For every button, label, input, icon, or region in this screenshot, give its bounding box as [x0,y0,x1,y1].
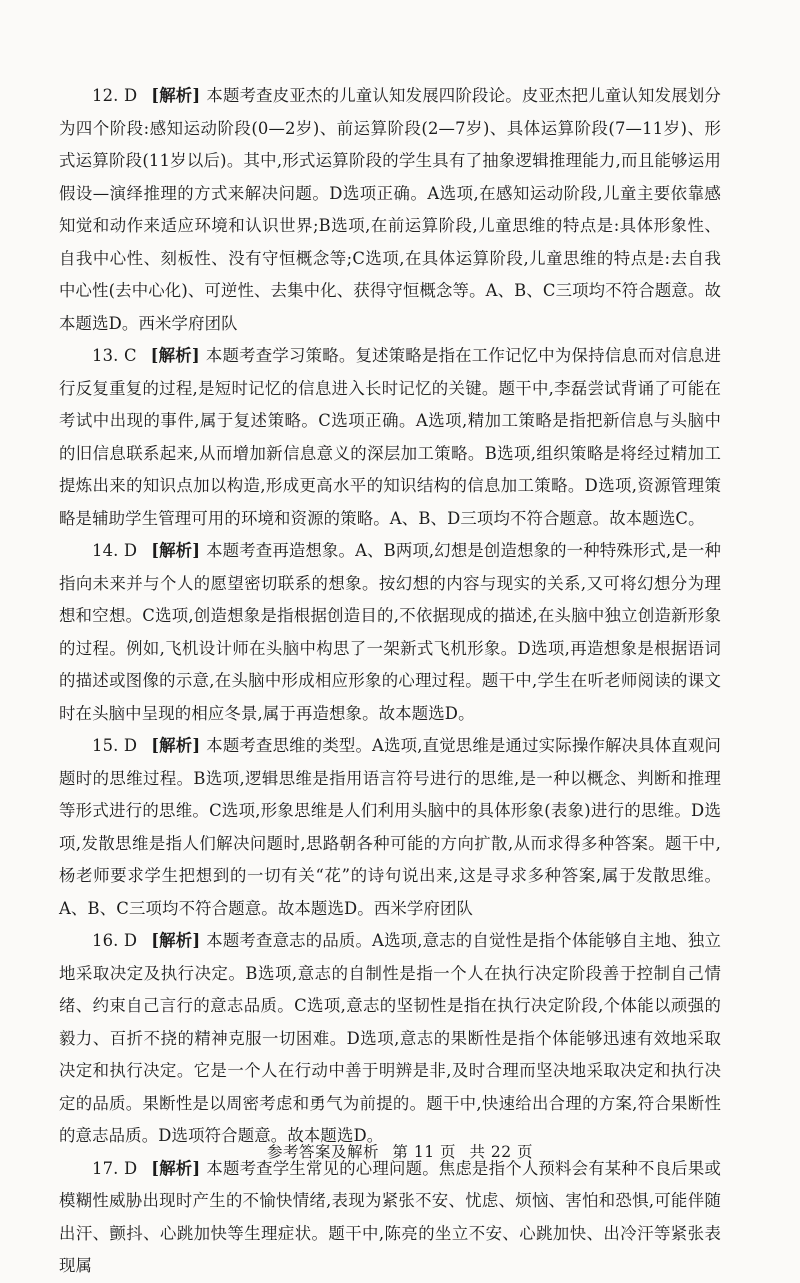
answer-text: 本题考查学习策略。复述策略是指在工作记忆中为保持信息而对信息进行反复重复的过程,是短时记忆的信息进入长时记忆的关键。题干中,李磊尝试背诵了可能在考试中出现的事件,属于复述策略。C选项正确。A选项,精加工策略是指把新信息与头脑中的旧信息联系起来,从而增加新信息意义的深层加工策略。B选项,组织策略是将经过精加工提炼出来的知识点加以构造,形成更高水平的知识结构的信息加工策略。D选项,资源管理策略是辅助学生管理可用的环境和资源的策略。A、B、D三项均不符合题意。故本题选C。 [59,346,721,528]
answer-text: 本题考查意志的品质。A选项,意志的自觉性是指个体能够自主地、独立地采取决定及执行决定。B选项,意志的自制性是指一个人在执行决定阶段善于控制自己情绪、约束自己言行的意志品质。C选项,意志的坚韧性是指在执行决定阶段,个体能以顽强的毅力、百折不挠的精神克服一切困难。D选项,意志的果断性是指个体能够迅速有效地采取决定和执行决定。它是一个人在行动中善于明辨是非,及时合理而坚决地采取决定和执行决定的品质。果断性是以周密考虑和勇气为前提的。题干中,快速给出合理的方案,符合果断性的意志品质。D选项符合题意。故本题选D。 [59,931,721,1145]
footer-page-number: 第 11 页 [392,1143,456,1161]
answer-12 [59,80,721,340]
answer-13 [59,340,721,535]
answer-text: 本题考查学生常见的心理问题。焦虑是指个人预料会有某种不良后果或模糊性威胁出现时产生的不愉快情绪,表现为紧张不安、忧虑、烦恼、害怕和恐惧,可能伴随出汗、颤抖、心跳加快等生理症状。题干中,陈亮的坐立不安、心跳加快、出冷汗等紧张表现属 [59,1158,721,1275]
question-number: 15. D [92,736,138,755]
analysis-tag: [解析] [151,86,201,105]
answer-17 [59,1153,721,1283]
answer-text: 本题考查思维的类型。A选项,直觉思维是通过实际操作解决具体直观问题时的思维过程。B选项,逻辑思维是指用语言符号进行的思维,是一种以概念、判断和推理等形式进行的思维。C选项,形象思维是人们利用头脑中的具体形象(表象)进行的思维。D选项,发散思维是指人们解决问题时,思路朝各种可能的方向扩散,从而求得多种答案。题干中,杨老师要求学生把想到的一切有关“花”的诗句说出来,这是寻求多种答案,属于发散思维。A、B、C三项均不符合题意。故本题选D。西米学府团队 [59,736,721,918]
footer-total-pages: 共 22 页 [469,1143,534,1161]
question-number: 14. D [92,541,138,560]
footer-title: 参考答案及解析 [266,1143,379,1161]
analysis-tag: [解析] [151,1158,201,1178]
question-number: 13. C [92,346,137,365]
page-footer [0,1140,800,1162]
analysis-tag: [解析] [150,346,200,365]
answer-text: 本题考查再造想象。A、B两项,幻想是创造想象的一种特殊形式,是一种指向未来并与个人的愿望密切联系的想象。按幻想的内容与现实的关系,又可将幻想分为理想和空想。C选项,创造想象是指根据创造目的,不依据现成的描述,在头脑中独立创造新形象的过程。例如,飞机设计师在头脑中构思了一架新式飞机形象。D选项,再造想象是根据语词的描述或图像的示意,在头脑中形成相应形象的心理过程。题干中,学生在听老师阅读的课文时在头脑中呈现的相应冬景,属于再造想象。故本题选D。 [59,541,721,723]
question-number: 16. D [92,931,138,950]
analysis-tag: [解析] [151,931,201,950]
answer-14 [59,535,721,730]
answer-15 [59,730,721,925]
question-number: 17. D [92,1158,138,1178]
answer-text: 本题考查皮亚杰的儿童认知发展四阶段论。皮亚杰把儿童认知发展划分为四个阶段:感知运动阶段(0—2岁)、前运算阶段(2—7岁)、具体运算阶段(7—11岁)、形式运算阶段(11岁以后)。其中,形式运算阶段的学生具有了抽象逻辑推理能力,而且能够运用假设—演绎推理的方式来解决问题。D选项正确。A选项,在感知运动阶段,儿童主要依靠感知觉和动作来适应环境和认识世界;B选项,在前运算阶段,儿童思维的特点是:具体形象性、自我中心性、刻板性、没有守恒概念等;C选项,在具体运算阶段,儿童思维的特点是:去自我中心性(去中心化)、可逆性、去集中化、获得守恒概念等。A、B、C三项均不符合题意。故本题选D。西米学府团队 [59,86,721,333]
question-number: 12. D [92,86,138,105]
answer-16 [59,925,721,1153]
answer-page [59,80,721,1283]
analysis-tag: [解析] [151,736,201,755]
analysis-tag: [解析] [151,541,201,560]
